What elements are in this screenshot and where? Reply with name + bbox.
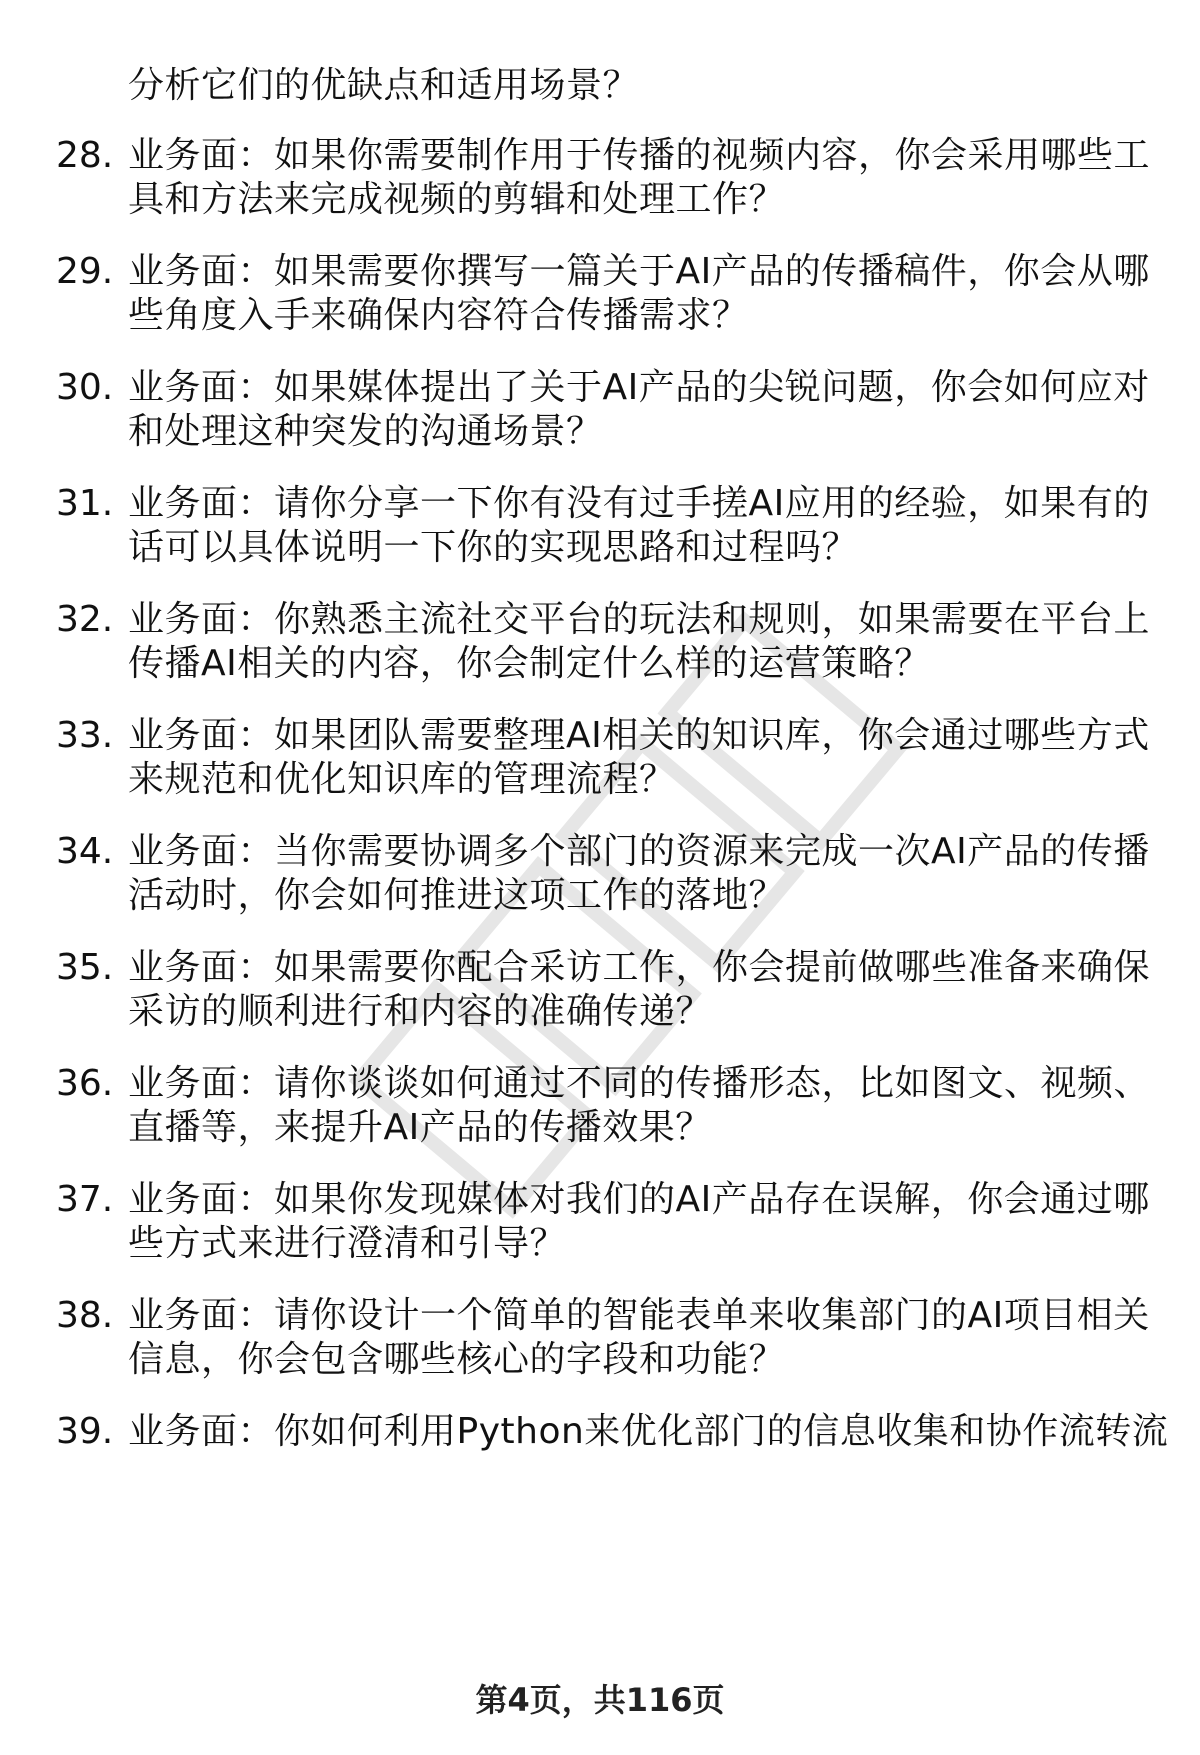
question-line: 业务面：如果媒体提出了关于AI产品的尖锐问题，你会如何应对 (128, 367, 1150, 408)
question-number: 36. (56, 1063, 114, 1104)
question-line: 直播等，来提升AI产品的传播效果？ (128, 1107, 712, 1148)
question-number: 31. (56, 483, 114, 524)
question-line: 业务面：如果团队需要整理AI相关的知识库，你会通过哪些方式 (128, 715, 1150, 756)
watermark (200, 420, 1100, 1420)
question-line: 具和方法来完成视频的剪辑和处理工作？ (128, 179, 786, 220)
question-line: 活动时，你会如何推进这项工作的落地？ (128, 875, 786, 916)
question-line: 来规范和优化知识库的管理流程？ (128, 759, 676, 800)
question-line: 些方式来进行澄清和引导？ (128, 1223, 567, 1264)
question-line: 和处理这种突发的沟通场景？ (128, 411, 603, 452)
question-line: 采访的顺利进行和内容的准确传递？ (128, 991, 713, 1032)
question-line: 业务面：如果需要你配合采访工作，你会提前做哪些准备来确保 (128, 947, 1151, 988)
question-number: 33. (56, 715, 114, 756)
question-line: 业务面：请你设计一个简单的智能表单来收集部门的AI项目相关 (128, 1295, 1150, 1336)
question-number: 37. (56, 1179, 114, 1220)
question-line: 业务面：如果你需要制作用于传播的视频内容，你会采用哪些工 (128, 135, 1151, 176)
page-footer: 第4页，共116页 (475, 1681, 725, 1719)
continuation-line: 分析它们的优缺点和适用场景？ (128, 65, 640, 106)
question-number: 28. (56, 135, 114, 176)
question-number: 32. (56, 599, 114, 640)
question-line: 传播AI相关的内容，你会制定什么样的运营策略？ (128, 643, 931, 684)
question-number: 30. (56, 367, 114, 408)
question-line: 信息，你会包含哪些核心的字段和功能？ (128, 1339, 786, 1380)
question-line: 业务面：如果需要你撰写一篇关于AI产品的传播稿件，你会从哪 (128, 251, 1150, 292)
question-line: 业务面：你如何利用Python来优化部门的信息收集和协作流转流 (128, 1411, 1169, 1452)
question-line: 业务面：如果你发现媒体对我们的AI产品存在误解，你会通过哪 (128, 1179, 1150, 1220)
question-number: 39. (56, 1411, 114, 1452)
question-line: 业务面：请你谈谈如何通过不同的传播形态，比如图文、视频、 (128, 1063, 1151, 1104)
question-line: 业务面：请你分享一下你有没有过手搓AI应用的经验，如果有的 (128, 483, 1150, 524)
question-number: 35. (56, 947, 114, 988)
question-line: 业务面：当你需要协调多个部门的资源来完成一次AI产品的传播 (128, 831, 1150, 872)
question-line: 业务面：你熟悉主流社交平台的玩法和规则，如果需要在平台上 (128, 599, 1151, 640)
question-line: 些角度入手来确保内容符合传播需求？ (128, 295, 749, 336)
question-number: 34. (56, 831, 114, 872)
question-number: 38. (56, 1295, 114, 1336)
question-line: 话可以具体说明一下你的实现思路和过程吗？ (128, 527, 859, 568)
question-number: 29. (56, 251, 114, 292)
